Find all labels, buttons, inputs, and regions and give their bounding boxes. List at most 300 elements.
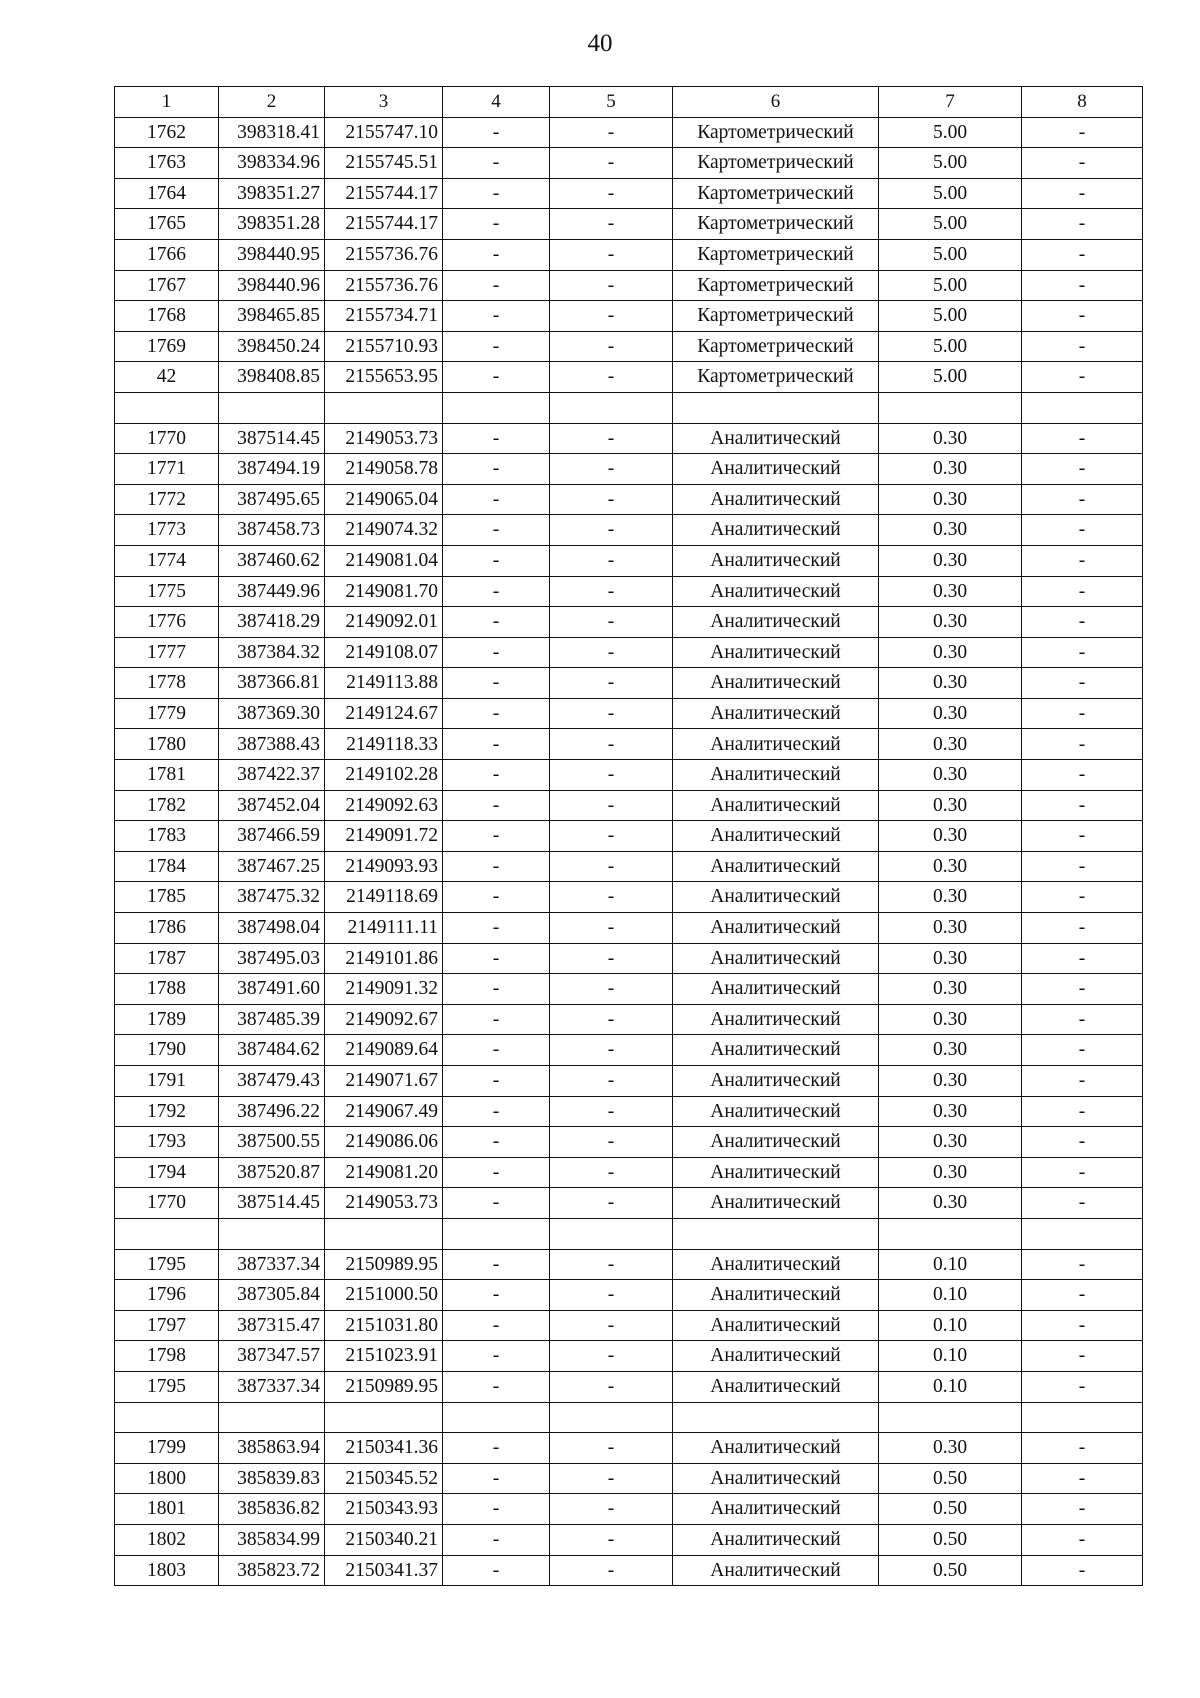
col8-cell: [1022, 1218, 1143, 1249]
x-coordinate-cell: 387466.59: [219, 821, 325, 852]
col4-cell: -: [443, 454, 550, 485]
col8-cell: -: [1022, 1066, 1143, 1097]
point-number-cell: 1789: [115, 1004, 219, 1035]
point-number-cell: 1772: [115, 484, 219, 515]
col4-cell: -: [443, 1494, 550, 1525]
col5-cell: -: [550, 1004, 673, 1035]
col8-cell: -: [1022, 576, 1143, 607]
y-coordinate-cell: 2149091.72: [325, 821, 443, 852]
col8-cell: -: [1022, 301, 1143, 332]
point-number-cell: 1765: [115, 209, 219, 240]
col5-cell: -: [550, 1463, 673, 1494]
y-coordinate-cell: 2149074.32: [325, 515, 443, 546]
accuracy-cell: 0.30: [879, 1004, 1022, 1035]
point-number-cell: 1801: [115, 1494, 219, 1525]
method-cell: Аналитический: [673, 698, 879, 729]
col5-cell: -: [550, 239, 673, 270]
y-coordinate-cell: 2149053.73: [325, 423, 443, 454]
col5-cell: -: [550, 1524, 673, 1555]
table-row: [115, 1157, 1143, 1188]
accuracy-cell: 0.30: [879, 698, 1022, 729]
col8-cell: -: [1022, 790, 1143, 821]
method-cell: Картометрический: [673, 270, 879, 301]
table-row: [115, 1494, 1143, 1525]
y-coordinate-cell: 2149086.06: [325, 1127, 443, 1158]
col4-cell: -: [443, 1096, 550, 1127]
col4-cell: -: [443, 943, 550, 974]
table-row: [115, 1004, 1143, 1035]
col4-cell: -: [443, 484, 550, 515]
col8-cell: -: [1022, 1555, 1143, 1586]
y-coordinate-cell: 2155744.17: [325, 209, 443, 240]
y-coordinate-cell: 2155736.76: [325, 239, 443, 270]
col4-cell: -: [443, 1463, 550, 1494]
col5-cell: [550, 392, 673, 423]
col5-cell: -: [550, 545, 673, 576]
col4-cell: -: [443, 1280, 550, 1311]
point-number-cell: 1763: [115, 148, 219, 179]
y-coordinate-cell: 2149101.86: [325, 943, 443, 974]
col4-cell: -: [443, 576, 550, 607]
col5-cell: -: [550, 301, 673, 332]
col8-cell: -: [1022, 882, 1143, 913]
col5-cell: -: [550, 760, 673, 791]
table-row: [115, 821, 1143, 852]
col8-cell: -: [1022, 117, 1143, 148]
col4-cell: -: [443, 209, 550, 240]
accuracy-cell: 0.30: [879, 943, 1022, 974]
col4-cell: -: [443, 821, 550, 852]
x-coordinate-cell: 387366.81: [219, 668, 325, 699]
col5-cell: -: [550, 1433, 673, 1464]
x-coordinate-cell: 385823.72: [219, 1555, 325, 1586]
point-number-cell: 1782: [115, 790, 219, 821]
accuracy-cell: 0.30: [879, 423, 1022, 454]
y-coordinate-cell: 2155744.17: [325, 178, 443, 209]
col8-cell: -: [1022, 637, 1143, 668]
col4-cell: -: [443, 1188, 550, 1219]
table-row: [115, 1402, 1143, 1433]
y-coordinate-cell: 2149113.88: [325, 668, 443, 699]
y-coordinate-cell: 2149065.04: [325, 484, 443, 515]
point-number-cell: 1797: [115, 1310, 219, 1341]
col8-cell: -: [1022, 545, 1143, 576]
table-row: [115, 392, 1143, 423]
method-cell: Картометрический: [673, 239, 879, 270]
accuracy-cell: 0.30: [879, 1066, 1022, 1097]
col5-cell: -: [550, 178, 673, 209]
col8-cell: -: [1022, 1004, 1143, 1035]
accuracy-cell: 0.30: [879, 576, 1022, 607]
accuracy-cell: 0.30: [879, 515, 1022, 546]
y-coordinate-cell: 2149081.20: [325, 1157, 443, 1188]
accuracy-cell: 0.10: [879, 1371, 1022, 1402]
col4-cell: -: [443, 117, 550, 148]
accuracy-cell: 0.30: [879, 974, 1022, 1005]
table-row: [115, 1127, 1143, 1158]
col4-cell: -: [443, 1433, 550, 1464]
method-cell: Аналитический: [673, 1371, 879, 1402]
table-row: [115, 270, 1143, 301]
col4-cell: -: [443, 851, 550, 882]
point-number-cell: 1795: [115, 1249, 219, 1280]
col5-cell: -: [550, 668, 673, 699]
table-row: [115, 178, 1143, 209]
point-number-cell: 1775: [115, 576, 219, 607]
col4-cell: -: [443, 668, 550, 699]
col4-cell: -: [443, 331, 550, 362]
col4-cell: -: [443, 698, 550, 729]
table-row: [115, 943, 1143, 974]
method-cell: Аналитический: [673, 1463, 879, 1494]
method-cell: Аналитический: [673, 607, 879, 638]
column-header: 4: [443, 87, 550, 118]
point-number-cell: 1799: [115, 1433, 219, 1464]
x-coordinate-cell: 398440.95: [219, 239, 325, 270]
col5-cell: -: [550, 484, 673, 515]
point-number-cell: 1766: [115, 239, 219, 270]
x-coordinate-cell: 387458.73: [219, 515, 325, 546]
accuracy-cell: 5.00: [879, 331, 1022, 362]
table-header: [115, 87, 1143, 118]
y-coordinate-cell: 2149118.33: [325, 729, 443, 760]
y-coordinate-cell: 2149058.78: [325, 454, 443, 485]
x-coordinate-cell: 398351.27: [219, 178, 325, 209]
table-row: [115, 454, 1143, 485]
table-row: [115, 301, 1143, 332]
x-coordinate-cell: 385863.94: [219, 1433, 325, 1464]
method-cell: Аналитический: [673, 943, 879, 974]
table-row: [115, 484, 1143, 515]
col5-cell: -: [550, 974, 673, 1005]
point-number-cell: 1792: [115, 1096, 219, 1127]
method-cell: Аналитический: [673, 882, 879, 913]
table-row: [115, 1463, 1143, 1494]
col5-cell: -: [550, 270, 673, 301]
col8-cell: -: [1022, 178, 1143, 209]
x-coordinate-cell: 398450.24: [219, 331, 325, 362]
y-coordinate-cell: 2149089.64: [325, 1035, 443, 1066]
x-coordinate-cell: 387520.87: [219, 1157, 325, 1188]
col8-cell: -: [1022, 913, 1143, 944]
x-coordinate-cell: 387475.32: [219, 882, 325, 913]
col8-cell: -: [1022, 1310, 1143, 1341]
table-row: [115, 851, 1143, 882]
accuracy-cell: 5.00: [879, 117, 1022, 148]
method-cell: Аналитический: [673, 790, 879, 821]
method-cell: Аналитический: [673, 1524, 879, 1555]
accuracy-cell: 0.30: [879, 729, 1022, 760]
col4-cell: -: [443, 1066, 550, 1097]
y-coordinate-cell: 2149108.07: [325, 637, 443, 668]
col8-cell: -: [1022, 821, 1143, 852]
col5-cell: -: [550, 607, 673, 638]
col4-cell: -: [443, 974, 550, 1005]
method-cell: Аналитический: [673, 1157, 879, 1188]
method-cell: Аналитический: [673, 515, 879, 546]
method-cell: Аналитический: [673, 1280, 879, 1311]
method-cell: Аналитический: [673, 1188, 879, 1219]
y-coordinate-cell: 2150989.95: [325, 1249, 443, 1280]
accuracy-cell: 0.30: [879, 790, 1022, 821]
col5-cell: -: [550, 1555, 673, 1586]
col4-cell: [443, 1402, 550, 1433]
table-row: [115, 576, 1143, 607]
table-row: [115, 1341, 1143, 1372]
col5-cell: -: [550, 790, 673, 821]
table-row: [115, 117, 1143, 148]
x-coordinate-cell: 398465.85: [219, 301, 325, 332]
method-cell: Аналитический: [673, 760, 879, 791]
table-row: [115, 239, 1143, 270]
method-cell: Аналитический: [673, 821, 879, 852]
col4-cell: -: [443, 545, 550, 576]
col4-cell: -: [443, 239, 550, 270]
y-coordinate-cell: [325, 1402, 443, 1433]
x-coordinate-cell: 387467.25: [219, 851, 325, 882]
point-number-cell: 1802: [115, 1524, 219, 1555]
accuracy-cell: 0.10: [879, 1249, 1022, 1280]
y-coordinate-cell: 2150340.21: [325, 1524, 443, 1555]
accuracy-cell: [879, 1218, 1022, 1249]
accuracy-cell: 0.30: [879, 851, 1022, 882]
table-row: [115, 1280, 1143, 1311]
col8-cell: [1022, 392, 1143, 423]
col5-cell: -: [550, 882, 673, 913]
col8-cell: -: [1022, 698, 1143, 729]
accuracy-cell: [879, 1402, 1022, 1433]
point-number-cell: 1787: [115, 943, 219, 974]
col5-cell: -: [550, 943, 673, 974]
x-coordinate-cell: 387494.19: [219, 454, 325, 485]
col4-cell: -: [443, 790, 550, 821]
col4-cell: -: [443, 1249, 550, 1280]
point-number-cell: 1795: [115, 1371, 219, 1402]
y-coordinate-cell: 2149092.63: [325, 790, 443, 821]
col5-cell: -: [550, 1066, 673, 1097]
point-number-cell: 1780: [115, 729, 219, 760]
method-cell: Картометрический: [673, 301, 879, 332]
col5-cell: -: [550, 1341, 673, 1372]
method-cell: Аналитический: [673, 1249, 879, 1280]
method-cell: Аналитический: [673, 913, 879, 944]
x-coordinate-cell: 385839.83: [219, 1463, 325, 1494]
y-coordinate-cell: 2149093.93: [325, 851, 443, 882]
x-coordinate-cell: 387479.43: [219, 1066, 325, 1097]
method-cell: Аналитический: [673, 1341, 879, 1372]
method-cell: Картометрический: [673, 148, 879, 179]
col5-cell: -: [550, 698, 673, 729]
y-coordinate-cell: 2155747.10: [325, 117, 443, 148]
col4-cell: -: [443, 1555, 550, 1586]
accuracy-cell: 0.30: [879, 913, 1022, 944]
table-row: [115, 668, 1143, 699]
y-coordinate-cell: 2149067.49: [325, 1096, 443, 1127]
y-coordinate-cell: 2149124.67: [325, 698, 443, 729]
col5-cell: -: [550, 454, 673, 485]
col5-cell: -: [550, 1310, 673, 1341]
y-coordinate-cell: 2150343.93: [325, 1494, 443, 1525]
y-coordinate-cell: 2155736.76: [325, 270, 443, 301]
col4-cell: -: [443, 1127, 550, 1158]
x-coordinate-cell: 387514.45: [219, 1188, 325, 1219]
col5-cell: -: [550, 729, 673, 760]
accuracy-cell: 0.30: [879, 1188, 1022, 1219]
accuracy-cell: 0.30: [879, 821, 1022, 852]
method-cell: Картометрический: [673, 331, 879, 362]
y-coordinate-cell: 2149071.67: [325, 1066, 443, 1097]
method-cell: Картометрический: [673, 209, 879, 240]
y-coordinate-cell: 2149081.04: [325, 545, 443, 576]
col4-cell: -: [443, 362, 550, 393]
x-coordinate-cell: 387498.04: [219, 913, 325, 944]
accuracy-cell: 0.10: [879, 1341, 1022, 1372]
y-coordinate-cell: 2155710.93: [325, 331, 443, 362]
accuracy-cell: 0.30: [879, 1157, 1022, 1188]
col8-cell: [1022, 1402, 1143, 1433]
y-coordinate-cell: 2149118.69: [325, 882, 443, 913]
y-coordinate-cell: 2149092.67: [325, 1004, 443, 1035]
col5-cell: -: [550, 821, 673, 852]
accuracy-cell: [879, 392, 1022, 423]
method-cell: Аналитический: [673, 484, 879, 515]
col8-cell: -: [1022, 515, 1143, 546]
col5-cell: -: [550, 1096, 673, 1127]
x-coordinate-cell: 387484.62: [219, 1035, 325, 1066]
x-coordinate-cell: 387485.39: [219, 1004, 325, 1035]
x-coordinate-cell: 398318.41: [219, 117, 325, 148]
method-cell: Аналитический: [673, 576, 879, 607]
table-row: [115, 729, 1143, 760]
col5-cell: -: [550, 1249, 673, 1280]
x-coordinate-cell: 387315.47: [219, 1310, 325, 1341]
y-coordinate-cell: 2150341.36: [325, 1433, 443, 1464]
x-coordinate-cell: 387449.96: [219, 576, 325, 607]
point-number-cell: 1768: [115, 301, 219, 332]
col8-cell: -: [1022, 943, 1143, 974]
accuracy-cell: 5.00: [879, 178, 1022, 209]
accuracy-cell: 0.50: [879, 1555, 1022, 1586]
col5-cell: -: [550, 1371, 673, 1402]
x-coordinate-cell: 387495.03: [219, 943, 325, 974]
col5-cell: -: [550, 1127, 673, 1158]
col5-cell: -: [550, 1035, 673, 1066]
method-cell: Аналитический: [673, 1066, 879, 1097]
col8-cell: -: [1022, 1433, 1143, 1464]
point-number-cell: 1783: [115, 821, 219, 852]
x-coordinate-cell: [219, 392, 325, 423]
x-coordinate-cell: 387384.32: [219, 637, 325, 668]
method-cell: [673, 1402, 879, 1433]
col8-cell: -: [1022, 1096, 1143, 1127]
col8-cell: -: [1022, 974, 1143, 1005]
accuracy-cell: 0.10: [879, 1310, 1022, 1341]
col8-cell: -: [1022, 1127, 1143, 1158]
point-number-cell: 1781: [115, 760, 219, 791]
x-coordinate-cell: 385834.99: [219, 1524, 325, 1555]
method-cell: Аналитический: [673, 1096, 879, 1127]
x-coordinate-cell: 387500.55: [219, 1127, 325, 1158]
y-coordinate-cell: 2149092.01: [325, 607, 443, 638]
x-coordinate-cell: 398334.96: [219, 148, 325, 179]
col8-cell: -: [1022, 729, 1143, 760]
y-coordinate-cell: [325, 1218, 443, 1249]
accuracy-cell: 5.00: [879, 301, 1022, 332]
method-cell: Аналитический: [673, 423, 879, 454]
col4-cell: -: [443, 148, 550, 179]
table-row: [115, 362, 1143, 393]
table-row: [115, 913, 1143, 944]
col5-cell: -: [550, 1280, 673, 1311]
table-row: [115, 637, 1143, 668]
x-coordinate-cell: 387369.30: [219, 698, 325, 729]
method-cell: Картометрический: [673, 362, 879, 393]
method-cell: Аналитический: [673, 851, 879, 882]
method-cell: Аналитический: [673, 1433, 879, 1464]
accuracy-cell: 0.50: [879, 1524, 1022, 1555]
x-coordinate-cell: 387418.29: [219, 607, 325, 638]
table-row: [115, 515, 1143, 546]
column-header: 8: [1022, 87, 1143, 118]
y-coordinate-cell: 2155745.51: [325, 148, 443, 179]
col4-cell: -: [443, 301, 550, 332]
table-row: [115, 882, 1143, 913]
table-row: [115, 1371, 1143, 1402]
y-coordinate-cell: 2149102.28: [325, 760, 443, 791]
x-coordinate-cell: 387305.84: [219, 1280, 325, 1311]
col8-cell: -: [1022, 148, 1143, 179]
table-row: [115, 1035, 1143, 1066]
point-number-cell: 1786: [115, 913, 219, 944]
point-number-cell: 1779: [115, 698, 219, 729]
col8-cell: -: [1022, 423, 1143, 454]
point-number-cell: 1778: [115, 668, 219, 699]
point-number-cell: 1771: [115, 454, 219, 485]
accuracy-cell: 0.50: [879, 1463, 1022, 1494]
accuracy-cell: 5.00: [879, 239, 1022, 270]
point-number-cell: 1788: [115, 974, 219, 1005]
col8-cell: -: [1022, 1188, 1143, 1219]
x-coordinate-cell: 387495.65: [219, 484, 325, 515]
col5-cell: -: [550, 331, 673, 362]
col4-cell: -: [443, 760, 550, 791]
table-row: [115, 760, 1143, 791]
accuracy-cell: 5.00: [879, 270, 1022, 301]
col5-cell: -: [550, 1157, 673, 1188]
y-coordinate-cell: 2149081.70: [325, 576, 443, 607]
table-row: [115, 1524, 1143, 1555]
y-coordinate-cell: 2150345.52: [325, 1463, 443, 1494]
col8-cell: -: [1022, 1280, 1143, 1311]
col5-cell: -: [550, 576, 673, 607]
accuracy-cell: 0.30: [879, 484, 1022, 515]
col5-cell: -: [550, 515, 673, 546]
col4-cell: -: [443, 270, 550, 301]
col8-cell: -: [1022, 362, 1143, 393]
table-row: [115, 1555, 1143, 1586]
point-number-cell: [115, 1218, 219, 1249]
point-number-cell: 42: [115, 362, 219, 393]
table-row: [115, 331, 1143, 362]
column-header: 7: [879, 87, 1022, 118]
method-cell: Аналитический: [673, 1035, 879, 1066]
table-row: [115, 1433, 1143, 1464]
point-number-cell: 1764: [115, 178, 219, 209]
col4-cell: -: [443, 1310, 550, 1341]
col8-cell: -: [1022, 331, 1143, 362]
point-number-cell: [115, 392, 219, 423]
col4-cell: -: [443, 607, 550, 638]
